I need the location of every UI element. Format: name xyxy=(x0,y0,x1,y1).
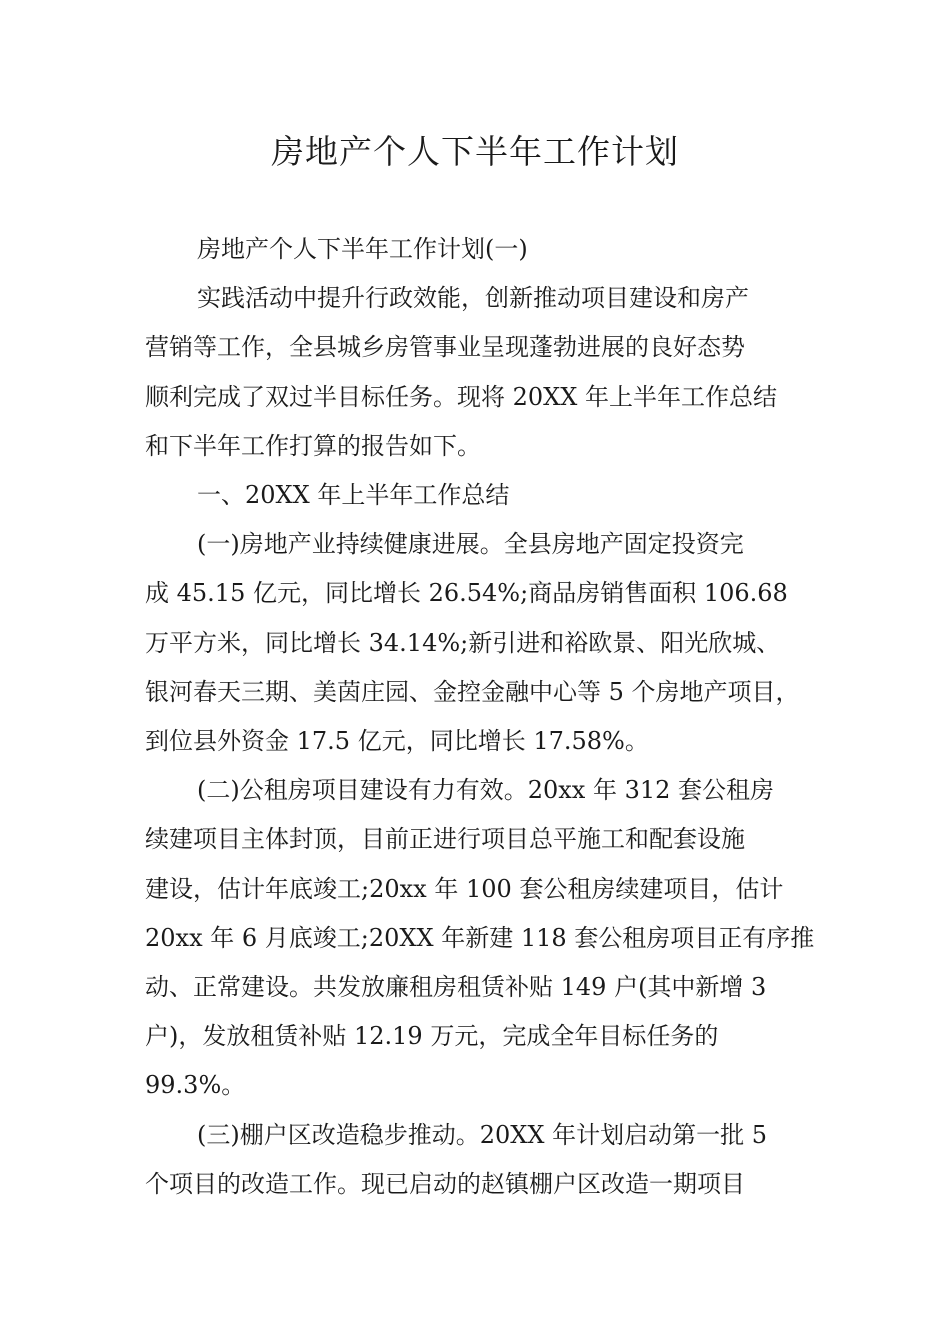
text-line: 一、20XX 年上半年工作总结 xyxy=(197,481,510,510)
paragraph-public-housing xyxy=(145,766,815,1110)
text-line: (二)公租房项目建设有力有效。20xx 年 312 套公租房 xyxy=(197,776,775,805)
text-line: 建设，估计年底竣工;20xx 年 100 套公租房续建项目，估计 xyxy=(145,874,784,903)
text-line: 实践活动中提升行政效能，创新推动项目建设和房产 xyxy=(197,284,749,313)
text-line: 户)，发放租赁补贴 12.19 万元，完成全年目标任务的 xyxy=(145,1022,719,1051)
document-title: 房地产个人下半年工作计划 xyxy=(271,132,679,171)
text-line: 成 45.15 亿元，同比增长 26.54%;商品房销售面积 106.68 xyxy=(145,579,788,608)
text-line: 顺利完成了双过半目标任务。现将 20XX 年上半年工作总结 xyxy=(145,382,777,411)
text-line: 99.3%。 xyxy=(145,1071,246,1100)
paragraph-intro xyxy=(145,274,810,471)
text-line: (一)房地产业持续健康进展。全县房地产固定投资完 xyxy=(197,530,744,559)
text-line: 20xx 年 6 月底竣工;20XX 年新建 118 套公租房项目正有序推 xyxy=(145,923,815,952)
document-body xyxy=(145,225,815,1209)
text-line: 银河春天三期、美茵庄园、金控金融中心等 5 个房地产项目， xyxy=(145,677,800,706)
text-line: 和下半年工作打算的报告如下。 xyxy=(145,431,481,460)
text-line: (三)棚户区改造稳步推动。20XX 年计划启动第一批 5 xyxy=(197,1120,767,1149)
text-line: 万平方米，同比增长 34.14%;新引进和裕欧景、阳光欣城、 xyxy=(145,628,781,657)
paragraph-shantytown xyxy=(145,1111,810,1209)
text-line: 动、正常建设。共发放廉租房租赁补贴 149 户(其中新增 3 xyxy=(145,973,767,1002)
text-line: 到位县外资金 17.5 亿元，同比增长 17.58%。 xyxy=(145,727,649,756)
text-line: 营销等工作，全县城乡房管事业呈现蓬勃进展的良好态势 xyxy=(145,333,745,362)
text-line: 续建项目主体封顶，目前正进行项目总平施工和配套设施 xyxy=(145,825,745,854)
section-heading xyxy=(145,471,810,520)
paragraph-real-estate xyxy=(145,520,810,766)
paragraph-subtitle xyxy=(145,225,810,274)
text-line: 房地产个人下半年工作计划(一) xyxy=(197,235,528,263)
text-line: 个项目的改造工作。现已启动的赵镇棚户区改造一期项目 xyxy=(145,1169,745,1198)
